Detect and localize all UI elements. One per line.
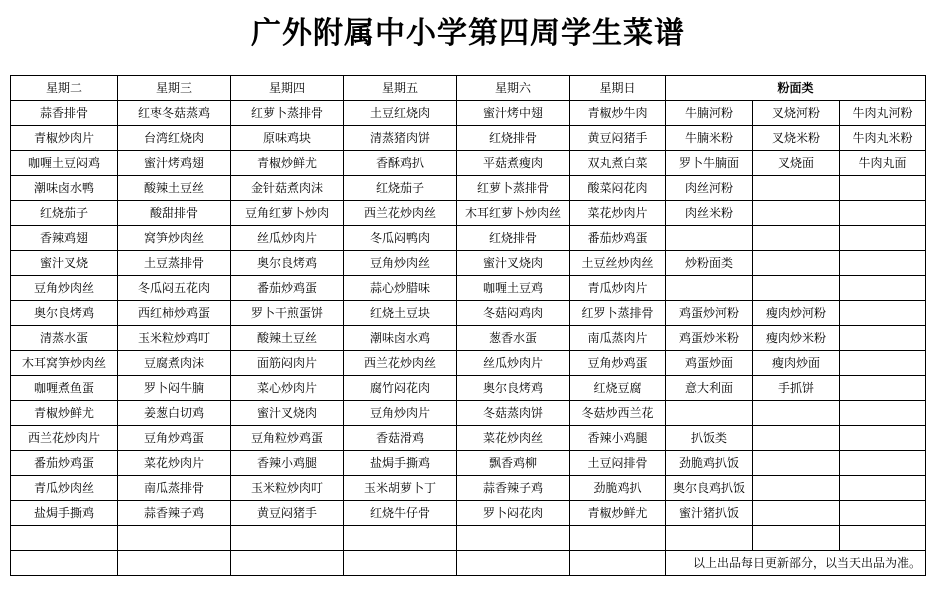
table-row <box>11 176 926 201</box>
table-row <box>11 526 926 551</box>
noodle-cell: 扒饭类 <box>666 426 753 451</box>
dish-cell: 红萝卜蒸排骨 <box>231 101 344 126</box>
dish-cell: 金针菇煮肉沫 <box>231 176 344 201</box>
noodle-cell: 瘦肉炒面 <box>753 351 840 376</box>
noodle-cell <box>666 226 753 251</box>
dish-cell: 黄豆闷猪手 <box>570 126 666 151</box>
dish-cell: 土豆蒸排骨 <box>118 251 231 276</box>
dish-cell: 冬菇闷鸡肉 <box>457 301 570 326</box>
dish-cell: 南瓜蒸排骨 <box>118 476 231 501</box>
noodle-cell: 牛腩米粉 <box>666 126 753 151</box>
noodle-cell <box>840 401 926 426</box>
noodle-cell <box>840 251 926 276</box>
dish-cell: 蜜汁叉烧肉 <box>231 401 344 426</box>
dish-cell <box>231 551 344 576</box>
header-day: 星期六 <box>457 76 570 101</box>
dish-cell <box>11 551 118 576</box>
dish-cell: 西兰花炒肉片 <box>11 426 118 451</box>
dish-cell: 丝瓜炒肉片 <box>457 351 570 376</box>
noodle-cell <box>840 226 926 251</box>
dish-cell: 蒜心炒腊味 <box>344 276 457 301</box>
dish-cell: 清蒸猪肉饼 <box>344 126 457 151</box>
noodle-cell <box>753 401 840 426</box>
dish-cell: 冬瓜闷五花肉 <box>118 276 231 301</box>
dish-cell: 原味鸡块 <box>231 126 344 151</box>
noodle-cell: 劲脆鸡扒饭 <box>666 451 753 476</box>
dish-cell: 豆腐煮肉沫 <box>118 351 231 376</box>
noodle-cell: 瘦肉炒河粉 <box>753 301 840 326</box>
dish-cell: 面筋闷肉片 <box>231 351 344 376</box>
dish-cell: 红烧土豆块 <box>344 301 457 326</box>
noodle-cell <box>840 426 926 451</box>
dish-cell: 南瓜蒸肉片 <box>570 326 666 351</box>
noodle-cell <box>753 476 840 501</box>
dish-cell: 菜心炒肉片 <box>231 376 344 401</box>
menu-table <box>10 75 926 576</box>
noodle-cell <box>753 526 840 551</box>
noodle-cell <box>753 226 840 251</box>
header-row <box>11 76 926 101</box>
dish-cell: 腐竹闷花肉 <box>344 376 457 401</box>
dish-cell: 蜜汁叉烧肉 <box>457 251 570 276</box>
dish-cell: 红烧茄子 <box>344 176 457 201</box>
dish-cell: 青瓜炒肉片 <box>570 276 666 301</box>
table-row <box>11 151 926 176</box>
dish-cell: 潮味卤水鸭 <box>11 176 118 201</box>
dish-cell: 平菇煮瘦肉 <box>457 151 570 176</box>
table-row <box>11 326 926 351</box>
dish-cell: 青椒炒肉片 <box>11 126 118 151</box>
noodle-cell <box>840 501 926 526</box>
noodle-cell: 手抓饼 <box>753 376 840 401</box>
dish-cell: 蜜汁叉烧 <box>11 251 118 276</box>
noodle-cell: 叉烧面 <box>753 151 840 176</box>
dish-cell: 咖喱煮鱼蛋 <box>11 376 118 401</box>
dish-cell: 香酥鸡扒 <box>344 151 457 176</box>
noodle-cell <box>840 326 926 351</box>
dish-cell <box>570 526 666 551</box>
dish-cell: 蒜香排骨 <box>11 101 118 126</box>
dish-cell: 蜜汁烤鸡翅 <box>118 151 231 176</box>
noodle-cell: 鸡蛋炒面 <box>666 351 753 376</box>
dish-cell <box>118 526 231 551</box>
dish-cell: 土豆红烧肉 <box>344 101 457 126</box>
header-day: 星期二 <box>11 76 118 101</box>
dish-cell: 豆角红萝卜炒肉 <box>231 201 344 226</box>
dish-cell: 青瓜炒肉丝 <box>11 476 118 501</box>
dish-cell: 豆角炒肉丝 <box>344 251 457 276</box>
dish-cell: 红罗卜蒸排骨 <box>570 301 666 326</box>
dish-cell: 番茄炒鸡蛋 <box>570 226 666 251</box>
dish-cell: 玉米粒炒鸡叮 <box>118 326 231 351</box>
table-row <box>11 301 926 326</box>
noodle-cell <box>753 501 840 526</box>
noodle-cell: 叉烧米粉 <box>753 126 840 151</box>
dish-cell: 盐焗手撕鸡 <box>344 451 457 476</box>
dish-cell: 土豆闷排骨 <box>570 451 666 476</box>
dish-cell: 清蒸水蛋 <box>11 326 118 351</box>
noodle-cell <box>840 301 926 326</box>
dish-cell: 奥尔良烤鸡 <box>457 376 570 401</box>
dish-cell: 劲脆鸡扒 <box>570 476 666 501</box>
noodle-cell: 鸡蛋炒米粉 <box>666 326 753 351</box>
noodle-cell <box>840 351 926 376</box>
dish-cell: 红烧排骨 <box>457 126 570 151</box>
noodle-cell: 意大利面 <box>666 376 753 401</box>
dish-cell: 酸甜排骨 <box>118 201 231 226</box>
dish-cell: 玉米胡萝卜丁 <box>344 476 457 501</box>
dish-cell: 番茄炒鸡蛋 <box>231 276 344 301</box>
table-row <box>11 426 926 451</box>
noodle-cell <box>840 376 926 401</box>
dish-cell: 酸辣土豆丝 <box>231 326 344 351</box>
noodle-cell <box>753 251 840 276</box>
noodle-cell: 罗卜牛腩面 <box>666 151 753 176</box>
table-row <box>11 401 926 426</box>
dish-cell: 西红柿炒鸡蛋 <box>118 301 231 326</box>
dish-cell: 菜花炒肉片 <box>570 201 666 226</box>
noodle-cell: 叉烧河粉 <box>753 101 840 126</box>
dish-cell: 菜花炒肉丝 <box>457 426 570 451</box>
dish-cell: 窝笋炒肉丝 <box>118 226 231 251</box>
dish-cell: 玉米粒炒肉叮 <box>231 476 344 501</box>
noodle-cell: 蜜汁猪扒饭 <box>666 501 753 526</box>
dish-cell: 木耳红萝卜炒肉丝 <box>457 201 570 226</box>
header-day: 星期五 <box>344 76 457 101</box>
dish-cell <box>457 551 570 576</box>
noodle-cell: 瘦肉炒米粉 <box>753 326 840 351</box>
dish-cell: 咖喱土豆闷鸡 <box>11 151 118 176</box>
dish-cell: 奥尔良烤鸡 <box>231 251 344 276</box>
dish-cell: 红烧茄子 <box>11 201 118 226</box>
header-day: 星期三 <box>118 76 231 101</box>
dish-cell: 咖喱土豆鸡 <box>457 276 570 301</box>
dish-cell: 罗卜闷牛腩 <box>118 376 231 401</box>
noodle-cell <box>753 201 840 226</box>
dish-cell: 西兰花炒肉丝 <box>344 201 457 226</box>
dish-cell: 青椒炒鲜尤 <box>11 401 118 426</box>
noodle-cell: 鸡蛋炒河粉 <box>666 301 753 326</box>
dish-cell: 罗卜闷花肉 <box>457 501 570 526</box>
dish-cell: 冬菇炒西兰花 <box>570 401 666 426</box>
dish-cell: 青椒炒鲜尤 <box>231 151 344 176</box>
table-row <box>11 251 926 276</box>
dish-cell <box>344 526 457 551</box>
table-row <box>11 451 926 476</box>
table-row <box>11 351 926 376</box>
dish-cell: 台湾红烧肉 <box>118 126 231 151</box>
dish-cell: 红烧牛仔骨 <box>344 501 457 526</box>
dish-cell: 葱香水蛋 <box>457 326 570 351</box>
noodle-cell <box>840 451 926 476</box>
noodle-cell <box>840 276 926 301</box>
dish-cell: 青椒炒鲜尤 <box>570 501 666 526</box>
noodle-cell <box>666 526 753 551</box>
dish-cell: 蜜汁烤中翅 <box>457 101 570 126</box>
table-row <box>11 551 926 576</box>
dish-cell: 酸菜闷花肉 <box>570 176 666 201</box>
dish-cell: 丝瓜炒肉片 <box>231 226 344 251</box>
noodle-cell <box>840 476 926 501</box>
dish-cell: 奥尔良烤鸡 <box>11 301 118 326</box>
dish-cell: 酸辣土豆丝 <box>118 176 231 201</box>
dish-cell: 土豆丝炒肉丝 <box>570 251 666 276</box>
noodle-cell: 牛肉丸米粉 <box>840 126 926 151</box>
dish-cell: 番茄炒鸡蛋 <box>11 451 118 476</box>
table-row <box>11 201 926 226</box>
noodle-cell: 奥尔良鸡扒饭 <box>666 476 753 501</box>
dish-cell: 罗卜干煎蛋饼 <box>231 301 344 326</box>
dish-cell <box>118 551 231 576</box>
dish-cell: 豆角炒鸡蛋 <box>570 351 666 376</box>
dish-cell <box>231 526 344 551</box>
dish-cell: 西兰花炒肉丝 <box>344 351 457 376</box>
dish-cell: 红烧豆腐 <box>570 376 666 401</box>
dish-cell: 香辣小鸡腿 <box>570 426 666 451</box>
dish-cell: 双丸煮白菜 <box>570 151 666 176</box>
noodle-cell <box>753 426 840 451</box>
noodle-cell <box>753 176 840 201</box>
dish-cell: 红烧排骨 <box>457 226 570 251</box>
noodle-cell <box>753 451 840 476</box>
noodle-cell: 炒粉面类 <box>666 251 753 276</box>
dish-cell: 豆角炒肉丝 <box>11 276 118 301</box>
dish-cell: 木耳窝笋炒肉丝 <box>11 351 118 376</box>
dish-cell: 蒜香辣子鸡 <box>457 476 570 501</box>
noodle-cell <box>666 276 753 301</box>
table-row <box>11 476 926 501</box>
dish-cell: 豆角粒炒鸡蛋 <box>231 426 344 451</box>
table-row <box>11 501 926 526</box>
page-title: 广外附属中小学第四周学生菜谱 <box>251 16 685 51</box>
noodle-cell: 肉丝河粉 <box>666 176 753 201</box>
dish-cell: 豆角炒鸡蛋 <box>118 426 231 451</box>
dish-cell: 潮味卤水鸡 <box>344 326 457 351</box>
table-row <box>11 276 926 301</box>
noodle-cell: 牛腩河粉 <box>666 101 753 126</box>
dish-cell <box>457 526 570 551</box>
dish-cell: 香菇滑鸡 <box>344 426 457 451</box>
dish-cell: 青椒炒牛肉 <box>570 101 666 126</box>
dish-cell: 香辣小鸡腿 <box>231 451 344 476</box>
dish-cell: 菜花炒肉片 <box>118 451 231 476</box>
table-row <box>11 226 926 251</box>
noodle-cell <box>840 201 926 226</box>
header-noodles: 粉面类 <box>666 76 926 101</box>
footer-note: 以上出品每日更新部分，以当天出品为准。 <box>666 551 926 576</box>
dish-cell: 姜葱白切鸡 <box>118 401 231 426</box>
table-row <box>11 126 926 151</box>
dish-cell: 盐焗手撕鸡 <box>11 501 118 526</box>
dish-cell: 黄豆闷猪手 <box>231 501 344 526</box>
dish-cell <box>344 551 457 576</box>
dish-cell: 豆角炒肉片 <box>344 401 457 426</box>
dish-cell: 红萝卜蒸排骨 <box>457 176 570 201</box>
noodle-cell: 牛肉丸河粉 <box>840 101 926 126</box>
header-day: 星期日 <box>570 76 666 101</box>
noodle-cell <box>840 176 926 201</box>
dish-cell: 冬菇蒸肉饼 <box>457 401 570 426</box>
noodle-cell: 牛肉丸面 <box>840 151 926 176</box>
noodle-cell <box>666 401 753 426</box>
noodle-cell: 肉丝米粉 <box>666 201 753 226</box>
dish-cell: 香辣鸡翅 <box>11 226 118 251</box>
table-row <box>11 101 926 126</box>
dish-cell: 红枣冬菇蒸鸡 <box>118 101 231 126</box>
noodle-cell <box>753 276 840 301</box>
dish-cell: 飘香鸡柳 <box>457 451 570 476</box>
table-row <box>11 376 926 401</box>
dish-cell: 蒜香辣子鸡 <box>118 501 231 526</box>
dish-cell <box>570 551 666 576</box>
noodle-cell <box>840 526 926 551</box>
header-day: 星期四 <box>231 76 344 101</box>
dish-cell <box>11 526 118 551</box>
dish-cell: 冬瓜闷鸭肉 <box>344 226 457 251</box>
